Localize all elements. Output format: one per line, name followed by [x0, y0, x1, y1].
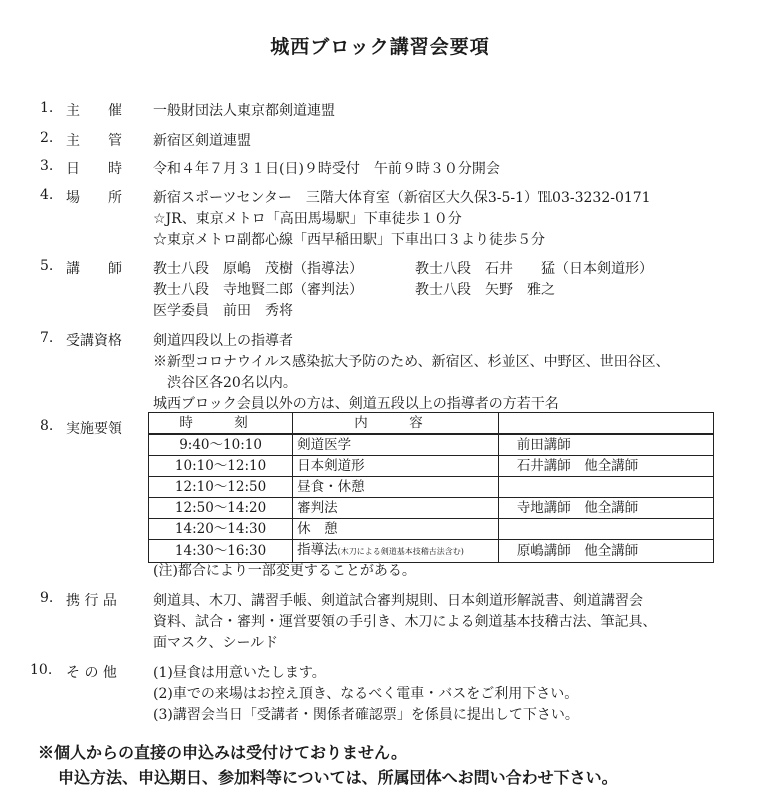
schedule-row: [149, 477, 714, 498]
schedule-content-note: (木刀による剣道基本技稽古法含む): [337, 547, 464, 556]
instructor: 医学委員 前田 秀将: [153, 303, 293, 319]
access-line: ☆東京メトロ副都心線「西早稲田駅」下車出口３より徒歩５分: [153, 232, 545, 248]
instructor: 教士八段 寺地賢二郎（審判法）: [153, 282, 363, 298]
item-number: 3.: [40, 158, 54, 174]
manager: 新宿区剣道連盟: [153, 133, 251, 149]
notice-line: ※個人からの直接の申込みは受付けておりません。: [38, 743, 407, 762]
schedule-time: 12:10〜12:50: [149, 477, 293, 498]
organizer: 一般財団法人東京都剣道連盟: [153, 103, 335, 119]
schedule-content: 日本剣道形: [293, 456, 499, 477]
item-number: 9.: [40, 590, 54, 606]
schedule-teacher: 寺地講師 他全講師: [498, 498, 713, 519]
schedule-content: 審判法: [293, 498, 499, 519]
item-label: そ の 他: [66, 665, 117, 681]
item-number: 10.: [30, 662, 53, 678]
schedule-content: 休 憩: [293, 519, 499, 540]
schedule-time: 12:50〜14:20: [149, 498, 293, 519]
schedule-footnote: (注)都合により一部変更することがある。: [153, 563, 416, 579]
instructor: 教士八段 原嶋 茂樹（指導法）: [153, 261, 363, 277]
item-number: 2.: [40, 130, 54, 146]
schedule-content: 昼食・休憩: [293, 477, 499, 498]
item-number: 8.: [40, 418, 54, 434]
schedule-row: [149, 519, 714, 540]
schedule-teacher: [498, 519, 713, 540]
instructor: 教士八段 石井 猛（日本剣道形）: [415, 261, 653, 277]
item-label: 主 管: [66, 133, 122, 149]
schedule-teacher: 前田講師: [498, 434, 713, 456]
item-label: 実施要領: [66, 421, 122, 437]
qualification-note: 渋谷区各20名以内。: [153, 375, 297, 391]
item-number: 5.: [40, 258, 54, 274]
schedule-time: 14:30〜16:30: [149, 540, 293, 563]
date-time: 令和４年７月３１日(日)９時受付 午前９時３０分開会: [153, 161, 500, 177]
header-time: 時 刻: [149, 413, 293, 435]
access-line: ☆JR、東京メトロ「高田馬場駅」下車徒歩１０分: [153, 211, 462, 227]
schedule-time: 9:40〜10:10: [149, 434, 293, 456]
schedule-row: [149, 434, 714, 456]
qualification-note: ※新型コロナウイルス感染拡大予防のため、新宿区、杉並区、中野区、世田谷区、: [153, 354, 670, 370]
qualification-note: 城西ブロック会員以外の方は、剣道五段以上の指導者の方若干名: [153, 396, 559, 412]
belongings: 面マスク、シールド: [153, 635, 279, 651]
venue: 新宿スポーツセンター 三階大体育室（新宿区大久保3-5-1）℡03-3232-0171: [153, 190, 651, 206]
schedule-teacher: 石井講師 他全講師: [498, 456, 713, 477]
schedule-teacher: [498, 477, 713, 498]
schedule-time: 14:20〜14:30: [149, 519, 293, 540]
belongings: 剣道具、木刀、講習手帳、剣道試合審判規則、日本剣道形解説書、剣道講習会: [153, 593, 643, 609]
schedule-row: [149, 456, 714, 477]
document-title: 城西ブロック講習会要項: [270, 36, 490, 58]
schedule-row: [149, 498, 714, 519]
schedule-header-row: [149, 413, 714, 435]
notice-line: 申込方法、申込期日、参加料等については、所属団体へお問い合わせ下さい。: [58, 768, 618, 787]
item-label: 主 催: [66, 103, 122, 119]
schedule-teacher: 原嶋講師 他全講師: [498, 540, 713, 563]
other-note: (1)昼食は用意いたします。: [153, 665, 326, 681]
item-label: 講 師: [66, 261, 122, 277]
item-number: 7.: [40, 330, 54, 346]
belongings: 資料、試合・審判・運営要領の手引き、木刀による剣道基本技稽古法、筆記具、: [153, 614, 657, 630]
qualification: 剣道四段以上の指導者: [153, 333, 293, 349]
schedule-time: 10:10〜12:10: [149, 456, 293, 477]
item-number: 1.: [40, 100, 54, 116]
item-label: 受講資格: [66, 333, 122, 349]
item-label: 場 所: [66, 190, 122, 206]
item-number: 4.: [40, 187, 54, 203]
instructor: 教士八段 矢野 雅之: [415, 282, 555, 298]
schedule-content: 剣道医学: [293, 434, 499, 456]
other-note: (3)講習会当日「受講者・関係者確認票」を係員に提出して下さい。: [153, 707, 579, 723]
schedule-table: [148, 412, 714, 563]
other-note: (2)車での来場はお控え頂き、なるべく電車・バスをご利用下さい。: [153, 686, 579, 702]
item-label: 携 行 品: [66, 593, 117, 609]
header-content: 内 容: [293, 413, 499, 435]
item-label: 日 時: [66, 161, 122, 177]
header-teacher: [498, 413, 713, 435]
schedule-content: 指導法: [297, 542, 338, 558]
